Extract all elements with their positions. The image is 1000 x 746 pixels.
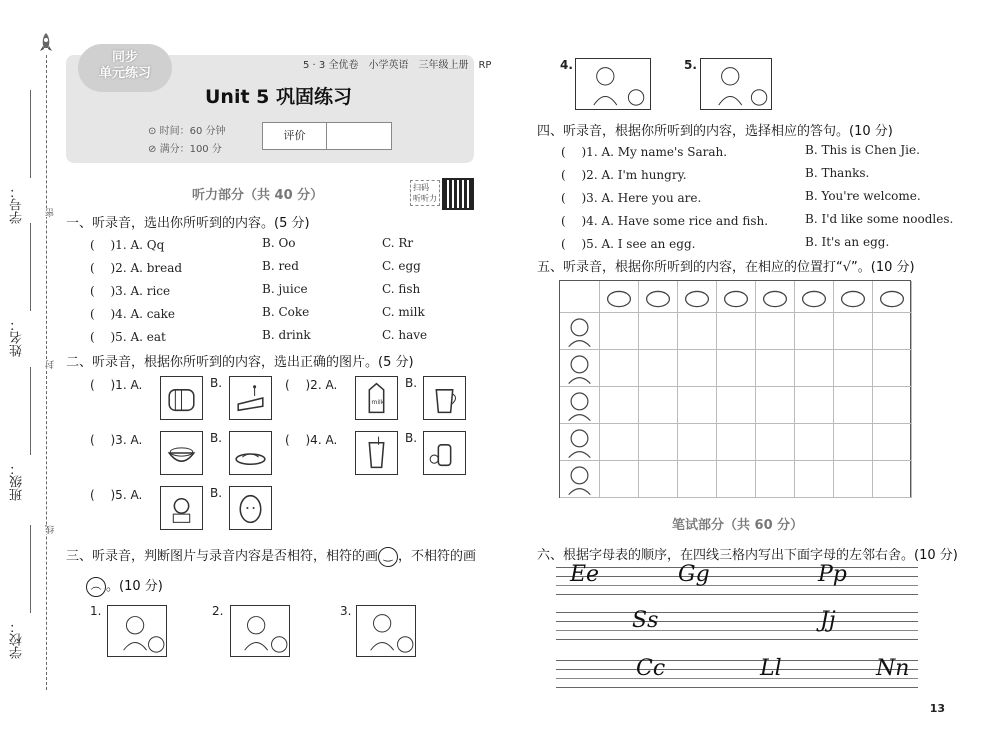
grid-answer-cell[interactable]: [639, 313, 678, 350]
grid-answer-cell[interactable]: [639, 424, 678, 461]
writing-line: [556, 630, 918, 631]
grid-answer-cell[interactable]: [600, 350, 639, 387]
grid-answer-cell[interactable]: [795, 424, 834, 461]
grid-answer-cell[interactable]: [678, 313, 717, 350]
unit-badge: 同步 单元练习: [78, 44, 172, 92]
grid-answer-cell[interactable]: [795, 461, 834, 498]
clock-icon: ⊙: [148, 126, 157, 137]
writing-line: [556, 621, 918, 622]
rice-picture[interactable]: [160, 431, 203, 475]
grid-header-cell: [717, 281, 756, 313]
given-letter: Pp: [818, 562, 847, 587]
grid-header-cell: [560, 387, 600, 424]
grid-answer-cell[interactable]: [834, 424, 873, 461]
coke-picture[interactable]: [355, 431, 398, 475]
grid-answer-cell[interactable]: [795, 313, 834, 350]
grid-answer-cell[interactable]: [795, 350, 834, 387]
part4-row: [561, 235, 941, 253]
binding-field-label: 学号：: [10, 185, 25, 224]
option-b[interactable]: B. Coke: [262, 305, 310, 319]
grid-answer-cell[interactable]: [600, 387, 639, 424]
grid-answer-cell[interactable]: [756, 387, 795, 424]
option-a[interactable]: ( )5. A. I see an egg.: [561, 237, 696, 251]
option-b[interactable]: B. You're welcome.: [805, 189, 921, 203]
part1-row: [90, 282, 430, 300]
grid-header-cell: [560, 461, 600, 498]
given-letter: Nn: [876, 656, 910, 681]
p2-q4-label: ( )4. A.: [285, 433, 338, 447]
eval-label: 评价: [263, 123, 327, 149]
part3-heading: 三、听录音，判断图片与录音内容是否相符，相符的画 ‿ ，不相符的画: [66, 545, 476, 567]
grid-answer-cell[interactable]: [639, 387, 678, 424]
option-c[interactable]: C. have: [382, 328, 428, 342]
grid-answer-cell[interactable]: [834, 387, 873, 424]
option-a[interactable]: ( )5. A. eat: [90, 330, 166, 344]
part4-row: [561, 143, 941, 161]
part1-heading: 一、听录音，选出你所听到的内容。(5 分): [66, 216, 310, 231]
writing-line: [556, 567, 918, 568]
part3-heading-cont: ︵ 。(10 分): [86, 575, 163, 597]
binding-mark: 密: [46, 208, 56, 217]
cake-picture[interactable]: [229, 376, 272, 420]
part5-heading: 五、听录音，根据你所听到的内容，在相应的位置打“√”。(10 分): [537, 260, 915, 275]
option-b[interactable]: B. juice: [262, 282, 308, 296]
option-a[interactable]: ( )4. A. cake: [90, 307, 175, 321]
grid-answer-cell[interactable]: [756, 313, 795, 350]
option-b[interactable]: B. I'd like some noodles.: [805, 212, 954, 226]
option-b[interactable]: B. red: [262, 259, 299, 273]
part1-row: [90, 259, 430, 277]
grid-header-cell: [639, 281, 678, 313]
p3-item4-label: 4.: [560, 58, 573, 72]
p2-q3-b: B.: [210, 431, 223, 445]
grid-header-cell: [560, 350, 600, 387]
option-a[interactable]: ( )2. A. bread: [90, 261, 183, 275]
page-title: Unit 5 巩固练习: [205, 86, 352, 108]
egg-picture[interactable]: [229, 486, 272, 530]
grid-answer-cell[interactable]: [756, 424, 795, 461]
grid-header-cell: [678, 281, 717, 313]
option-c[interactable]: C. milk: [382, 305, 425, 319]
grid-answer-cell[interactable]: [717, 387, 756, 424]
binding-field-line: [30, 525, 31, 613]
listening-title: 听力部分（共 40 分）: [192, 188, 324, 203]
given-letter: Jj: [820, 608, 836, 633]
grid-answer-cell[interactable]: [678, 424, 717, 461]
grid-answer-cell[interactable]: [873, 313, 912, 350]
grid-answer-cell[interactable]: [600, 461, 639, 498]
given-letter: Gg: [678, 562, 710, 587]
p3-boy-picture[interactable]: [230, 605, 290, 657]
part6-heading: 六、根据字母表的顺序，在四线三格内写出下面字母的左邻右舍。(10 分): [537, 548, 958, 563]
given-letter: Cc: [636, 656, 666, 681]
part1-row: [90, 328, 430, 346]
part1-row: [90, 305, 430, 323]
grid-answer-cell[interactable]: [600, 313, 639, 350]
option-b[interactable]: B. drink: [262, 328, 311, 342]
grid-answer-cell[interactable]: [834, 350, 873, 387]
animal-picture[interactable]: [160, 486, 203, 530]
option-b[interactable]: B. It's an egg.: [805, 235, 890, 249]
option-b[interactable]: B. Thanks.: [805, 166, 870, 180]
given-letter: Ll: [760, 656, 782, 681]
p2-q5-label: ( )5. A.: [90, 488, 143, 502]
binding-field-label: 班级：: [10, 462, 25, 501]
option-a[interactable]: ( )1. A. My name's Sarah.: [561, 145, 728, 159]
option-a[interactable]: ( )1. A. Qq: [90, 238, 165, 252]
option-c[interactable]: C. egg: [382, 259, 421, 273]
grid-header-cell: [795, 281, 834, 313]
option-a[interactable]: ( )2. A. I'm hungry.: [561, 168, 687, 182]
option-c[interactable]: C. Rr: [382, 236, 414, 250]
grid-header-cell: [873, 281, 912, 313]
qr-label: 扫码 听听力: [410, 180, 440, 206]
option-c[interactable]: C. fish: [382, 282, 421, 296]
binding-mark: 线: [46, 525, 56, 534]
grid-answer-cell[interactable]: [639, 461, 678, 498]
p2-q2-label: ( )2. A.: [285, 378, 338, 392]
option-a[interactable]: ( )3. A. Here you are.: [561, 191, 702, 205]
grid-header-cell: [560, 313, 600, 350]
p3-girl-fish-picture[interactable]: [356, 605, 416, 657]
writing-line: [556, 639, 918, 640]
time-label: 时间：60 分钟: [159, 126, 226, 137]
writing-line: [556, 669, 918, 670]
grid-answer-cell[interactable]: [717, 461, 756, 498]
option-a[interactable]: ( )4. A. Have some rice and fish.: [561, 214, 769, 228]
grid-answer-cell[interactable]: [678, 387, 717, 424]
grid-answer-cell[interactable]: [639, 350, 678, 387]
p2-q3-label: ( )3. A.: [90, 433, 143, 447]
smile-face-icon: ‿: [378, 547, 398, 567]
p3-girl-picture[interactable]: [700, 58, 772, 110]
writing-line: [556, 585, 918, 586]
milk-picture[interactable]: [355, 376, 398, 420]
binding-mark: 封: [46, 360, 56, 369]
writing-line: [556, 612, 918, 613]
fish-picture[interactable]: [229, 431, 272, 475]
writing-line: [556, 660, 918, 661]
p2-q5-b: B.: [210, 486, 223, 500]
grid-header-cell: [756, 281, 795, 313]
p3-girl-eating-picture[interactable]: [107, 605, 167, 657]
grid-answer-cell[interactable]: [795, 387, 834, 424]
grid-header-cell: [560, 424, 600, 461]
grid-answer-cell[interactable]: [873, 350, 912, 387]
writing-line: [556, 594, 918, 595]
grid-answer-cell[interactable]: [873, 424, 912, 461]
check-icon: ⊘: [148, 144, 157, 155]
grid-answer-cell[interactable]: [678, 461, 717, 498]
grid-answer-cell[interactable]: [678, 350, 717, 387]
writing-line: [556, 678, 918, 679]
score-label: 满分：100 分: [159, 144, 222, 155]
p2-q1-b: B.: [210, 376, 223, 390]
grid-answer-cell[interactable]: [756, 350, 795, 387]
evaluation-box: [262, 122, 392, 150]
checklist-grid: [559, 280, 911, 498]
part4-row: [561, 212, 954, 230]
grid-header-cell: [560, 281, 600, 313]
p3-item2-label: 2.: [212, 604, 224, 618]
part4-row: [561, 166, 941, 184]
p2-q2-b: B.: [405, 376, 418, 390]
grid-answer-cell[interactable]: [717, 350, 756, 387]
qr-code-icon[interactable]: [442, 178, 474, 210]
grid-answer-cell[interactable]: [873, 461, 912, 498]
given-letter: Ss: [632, 608, 659, 633]
rocket-icon: [38, 32, 54, 54]
part1-row: [90, 236, 430, 254]
p2-q1-label: ( )1. A.: [90, 378, 143, 392]
binding-line: [46, 55, 47, 690]
binding-field-line: [30, 367, 31, 455]
sad-face-icon: ︵: [86, 577, 106, 597]
grid-answer-cell[interactable]: [756, 461, 795, 498]
p3-boy-drinking-picture[interactable]: [575, 58, 651, 110]
part2-heading: 二、听录音，根据你所听到的内容，选出正确的图片。(5 分): [66, 355, 414, 370]
binding-field-label: 学校：: [10, 620, 25, 659]
option-b[interactable]: B. This is Chen Jie.: [805, 143, 920, 157]
option-a[interactable]: ( )3. A. rice: [90, 284, 171, 298]
p3-item3-label: 3.: [340, 604, 352, 618]
grid-header-cell: [600, 281, 639, 313]
grid-answer-cell[interactable]: [834, 313, 873, 350]
grid-answer-cell[interactable]: [873, 387, 912, 424]
svg-text:milk: milk: [371, 399, 385, 407]
writing-line: [556, 687, 918, 688]
grid-header-cell: [834, 281, 873, 313]
bread-picture[interactable]: [160, 376, 203, 420]
series-label: 5 · 3 全优卷 小学英语 三年级上册 RP: [303, 60, 492, 71]
binding-field-line: [30, 223, 31, 311]
part4-row: [561, 189, 941, 207]
grid-answer-cell[interactable]: [717, 313, 756, 350]
drink-picture[interactable]: [423, 431, 466, 475]
juice-picture[interactable]: [423, 376, 466, 420]
page-number: 13: [929, 702, 945, 715]
grid-answer-cell[interactable]: [717, 424, 756, 461]
part4-heading: 四、听录音，根据你所听到的内容，选择相应的答句。(10 分): [537, 124, 893, 139]
binding-field-line: [30, 90, 31, 178]
writing-line: [556, 576, 918, 577]
given-letter: Ee: [570, 562, 600, 587]
binding-field-label: 姓名：: [10, 318, 25, 357]
p3-item1-label: 1.: [90, 604, 102, 618]
grid-answer-cell[interactable]: [600, 424, 639, 461]
p2-q4-b: B.: [405, 431, 418, 445]
grid-answer-cell[interactable]: [834, 461, 873, 498]
option-b[interactable]: B. Oo: [262, 236, 296, 250]
writing-title: 笔试部分（共 60 分）: [672, 518, 804, 533]
p3-item5-label: 5.: [684, 58, 697, 72]
